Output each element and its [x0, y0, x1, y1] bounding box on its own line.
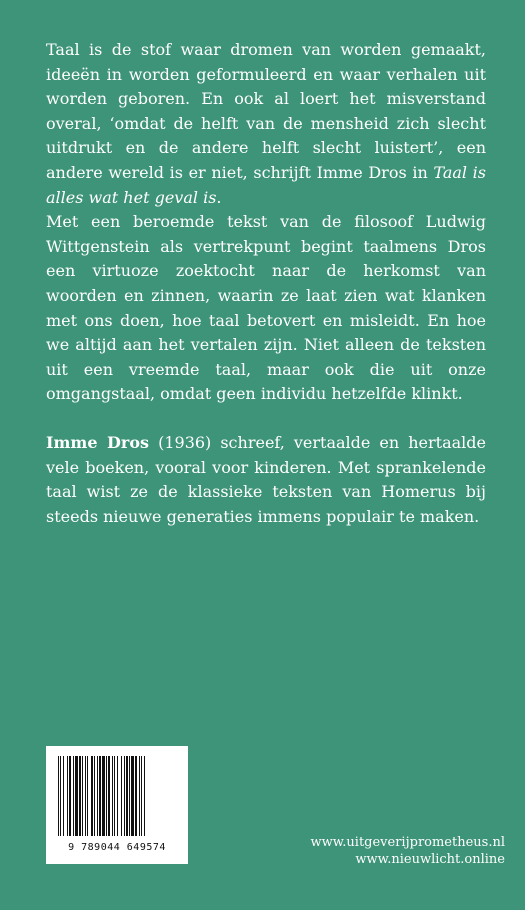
author-name: Imme Dros: [46, 432, 150, 452]
publisher-urls: [310, 834, 505, 868]
blurb-paragraph-main: Met een beroemde tekst van de filosoof Ludwig Wittgenstein als vertrekpunt begint taalmens Dros een virtuoze zoektocht naar de herkomst van woorden en zinnen, waarin ze laat zien wat klanken met ons doen, hoe taal betovert en misleidt. En hoe we altijd aan het vertalen zijn. Niet alleen de teksten uit een vreemde taal, maar ook die uit onze omgangstaal, omdat geen individu hetzelfde klinkt.: [46, 212, 486, 404]
author-bio: [46, 431, 486, 529]
author-bio-text: (1936) schreef, vertaalde en hertaalde vele boeken, vooral voor kinderen. Met sprankelende taal wist ze de klassieke teksten van Homerus bij steeds nieuwe generaties immens populair te maken.: [46, 432, 487, 526]
book-title: Taal is alles wat het geval is: [46, 162, 486, 207]
publisher-url[interactable]: www.uitgeverijprometheus.nl: [310, 835, 505, 850]
back-cover-blurb: [46, 38, 486, 529]
barcode-bars: [46, 746, 188, 842]
blurb-intro-end: .: [216, 187, 222, 207]
isbn-barcode: [46, 746, 188, 864]
isbn-number: 9 789044 649574: [68, 842, 166, 853]
blurb-intro-text: Taal is de stof waar dromen van worden gemaakt, ideeën in worden geformuleerd en waar verhalen uit worden geboren. En ook al loert het misverstand overal, ‘omdat de helft van de mensheid zich slecht uitdrukt en de andere helft slecht luistert’, een andere wereld is er niet, schrijft Imme Dros in: [46, 40, 486, 182]
blurb-paragraph-intro: [46, 38, 486, 210]
imprint-url[interactable]: www.nieuwlicht.online: [355, 852, 505, 867]
